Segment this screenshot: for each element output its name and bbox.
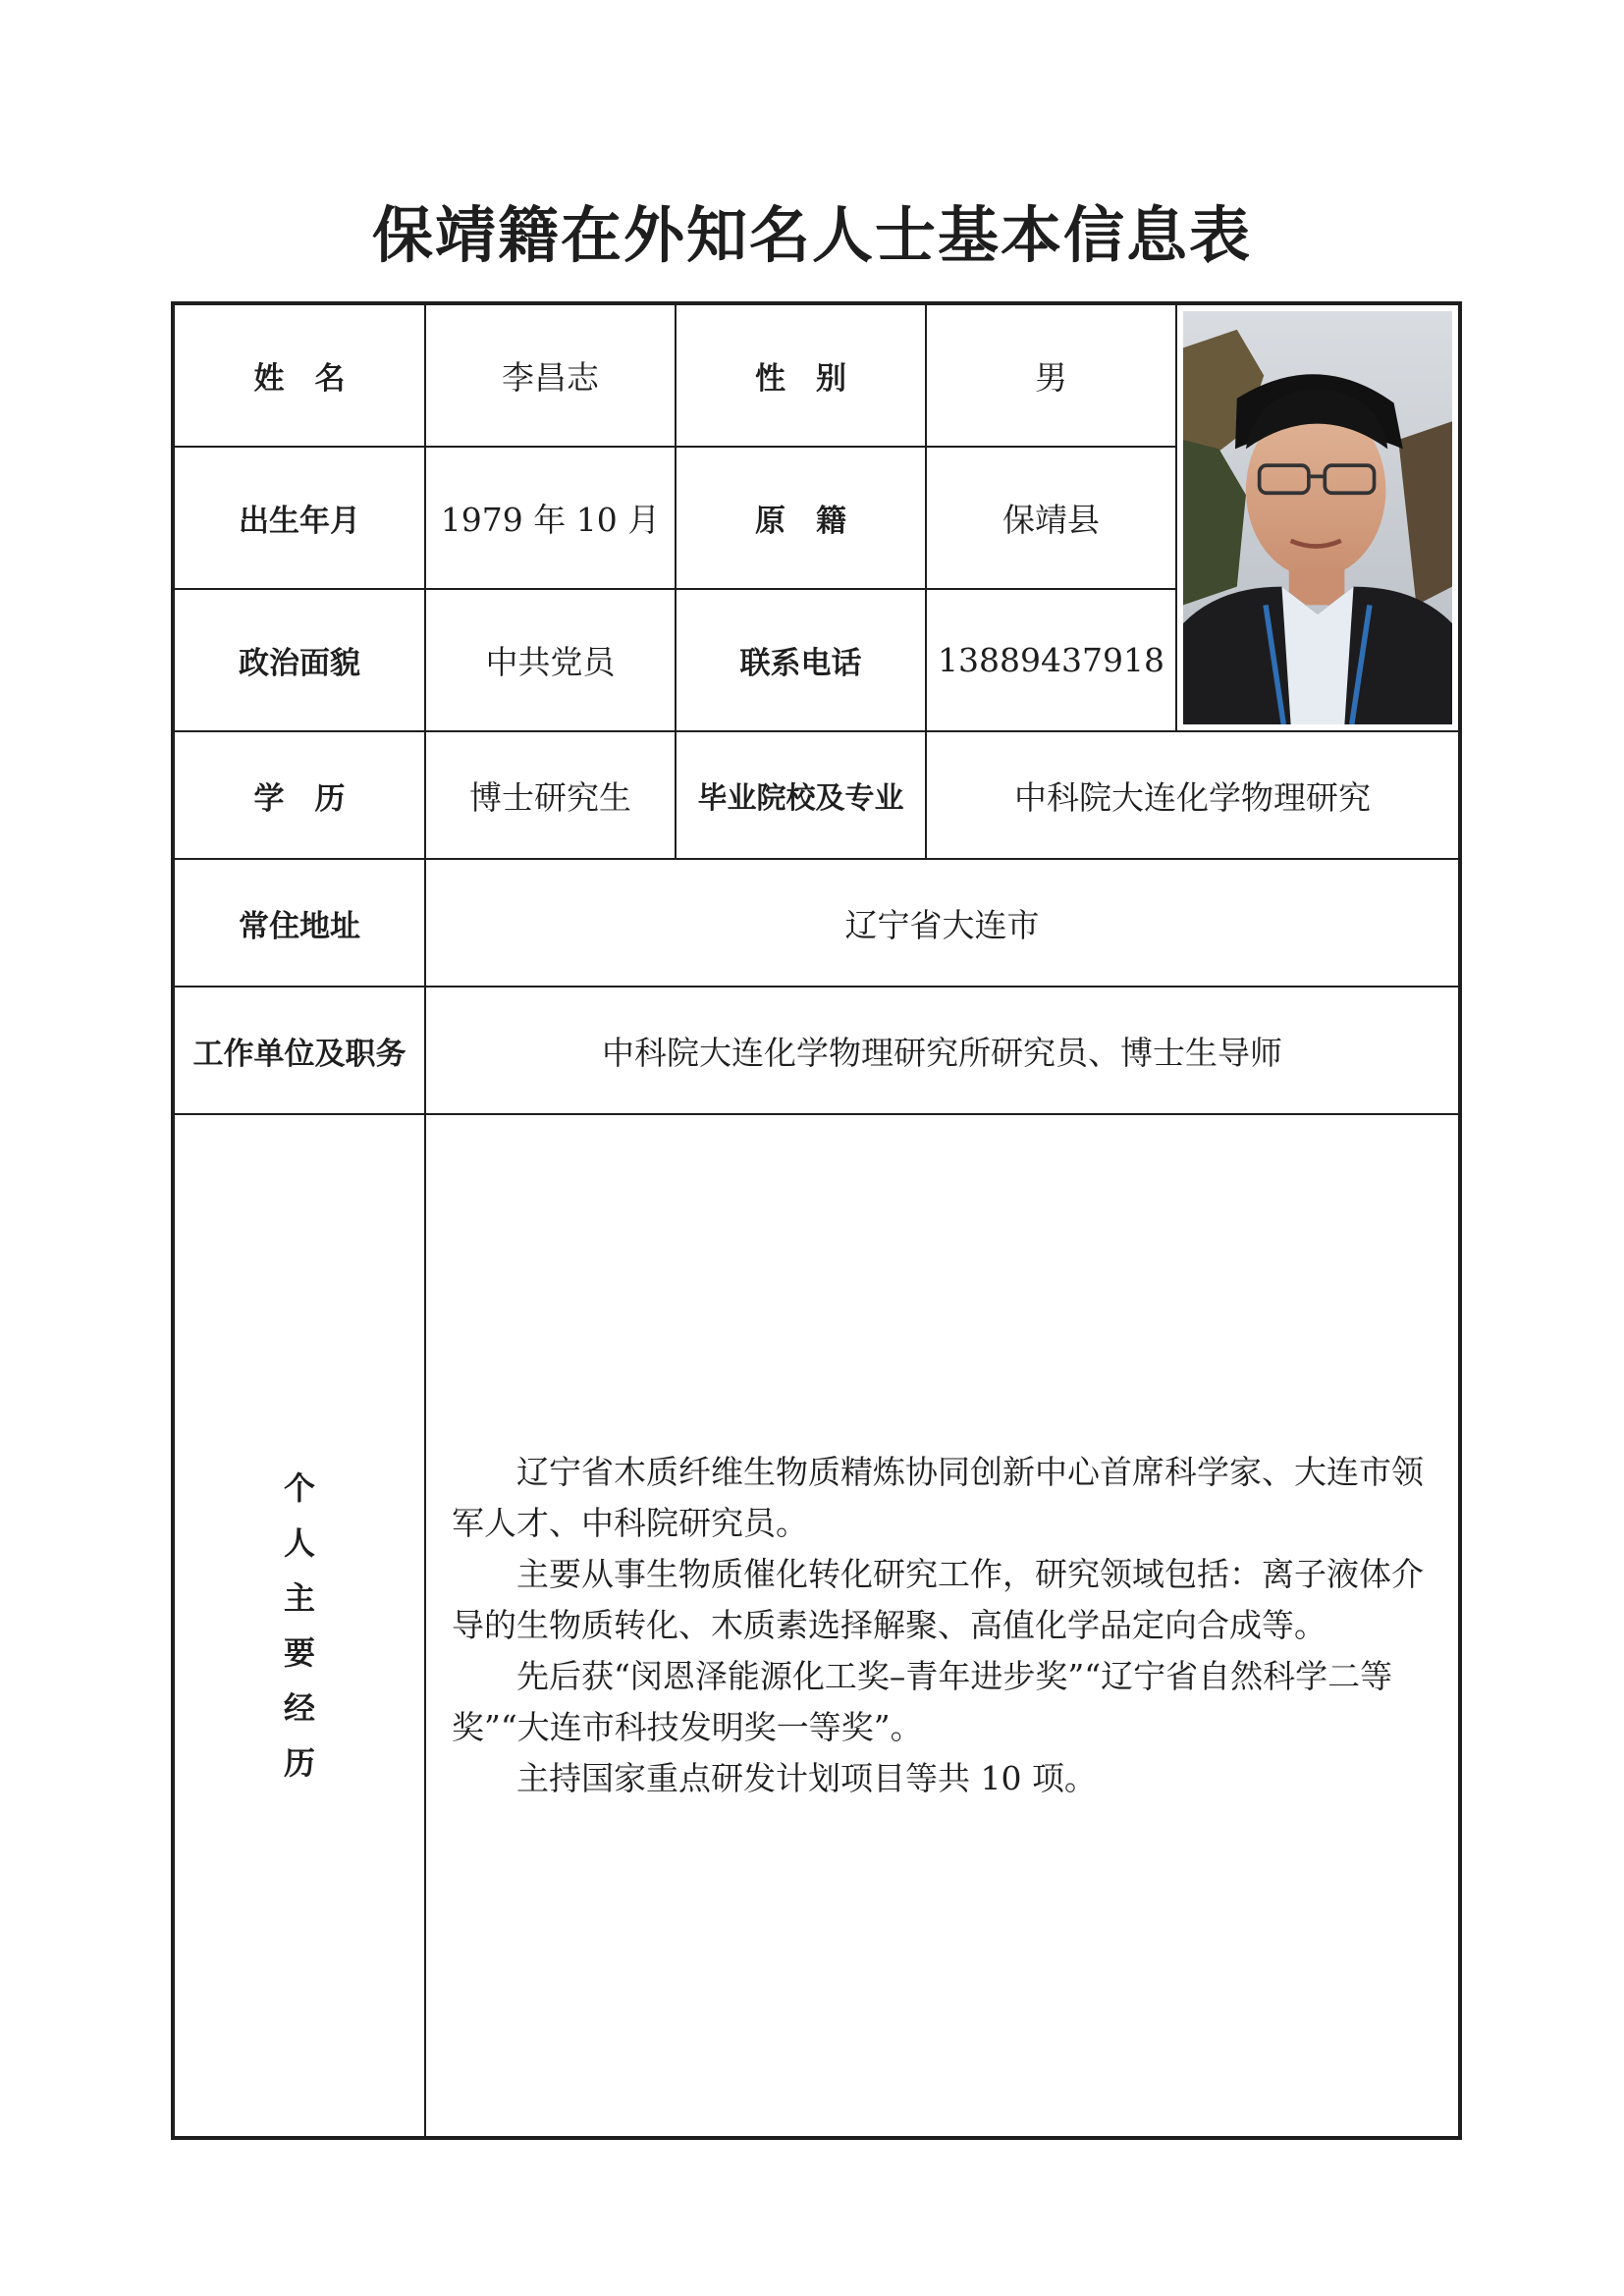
name-value: 李昌志	[426, 305, 677, 448]
education-label: 学 历	[175, 732, 426, 860]
birth-value: 1979 年 10 月	[426, 448, 677, 590]
bio-label-char: 历	[283, 1744, 315, 1782]
gender-label: 性 别	[677, 305, 927, 448]
bio-label-char: 主	[283, 1579, 315, 1617]
bio-label-char: 个	[283, 1469, 315, 1507]
politics-label: 政治面貌	[175, 590, 426, 732]
education-value: 博士研究生	[426, 732, 677, 860]
origin-label: 原 籍	[677, 448, 927, 590]
bio-label	[175, 1115, 426, 2136]
phone-value: 13889437918	[927, 590, 1177, 732]
gender-value: 男	[927, 305, 1177, 448]
bio-paragraph: 主持国家重点研发计划项目等共 10 项。	[516, 1759, 1097, 1797]
bio-content	[426, 1115, 1458, 2136]
info-table	[171, 301, 1462, 2140]
school-label: 毕业院校及专业	[677, 732, 927, 860]
school-value: 中科院大连化学物理研究	[927, 732, 1458, 860]
politics-value: 中共党员	[426, 590, 677, 732]
bio-label-char: 人	[283, 1524, 315, 1562]
bio-label-char: 要	[283, 1634, 315, 1672]
form-title: 保靖籍在外知名人士基本信息表	[371, 199, 1252, 271]
phone-label: 联系电话	[677, 590, 927, 732]
portrait-image	[1183, 311, 1452, 724]
bio-paragraph: 先后获“闵恩泽能源化工奖–青年进步奖”“辽宁省自然科学二等奖”“大连市科技发明奖一等奖”。	[452, 1657, 1393, 1746]
birth-label: 出生年月	[175, 448, 426, 590]
address-value: 辽宁省大连市	[426, 860, 1458, 988]
work-label: 工作单位及职务	[175, 988, 426, 1115]
portrait-photo	[1177, 305, 1458, 732]
origin-value: 保靖县	[927, 448, 1177, 590]
bio-label-char: 经	[283, 1689, 315, 1727]
bio-text	[452, 1447, 1438, 1804]
work-value: 中科院大连化学物理研究所研究员、博士生导师	[426, 988, 1458, 1115]
bio-paragraph: 辽宁省木质纤维生物质精炼协同创新中心首席科学家、大连市领军人才、中科院研究员。	[452, 1453, 1424, 1542]
name-label: 姓 名	[175, 305, 426, 448]
bio-paragraph: 主要从事生物质催化转化研究工作，研究领域包括：离子液体介导的生物质转化、木质素选择解聚、高值化学品定向合成等。	[452, 1555, 1424, 1644]
address-label: 常住地址	[175, 860, 426, 988]
